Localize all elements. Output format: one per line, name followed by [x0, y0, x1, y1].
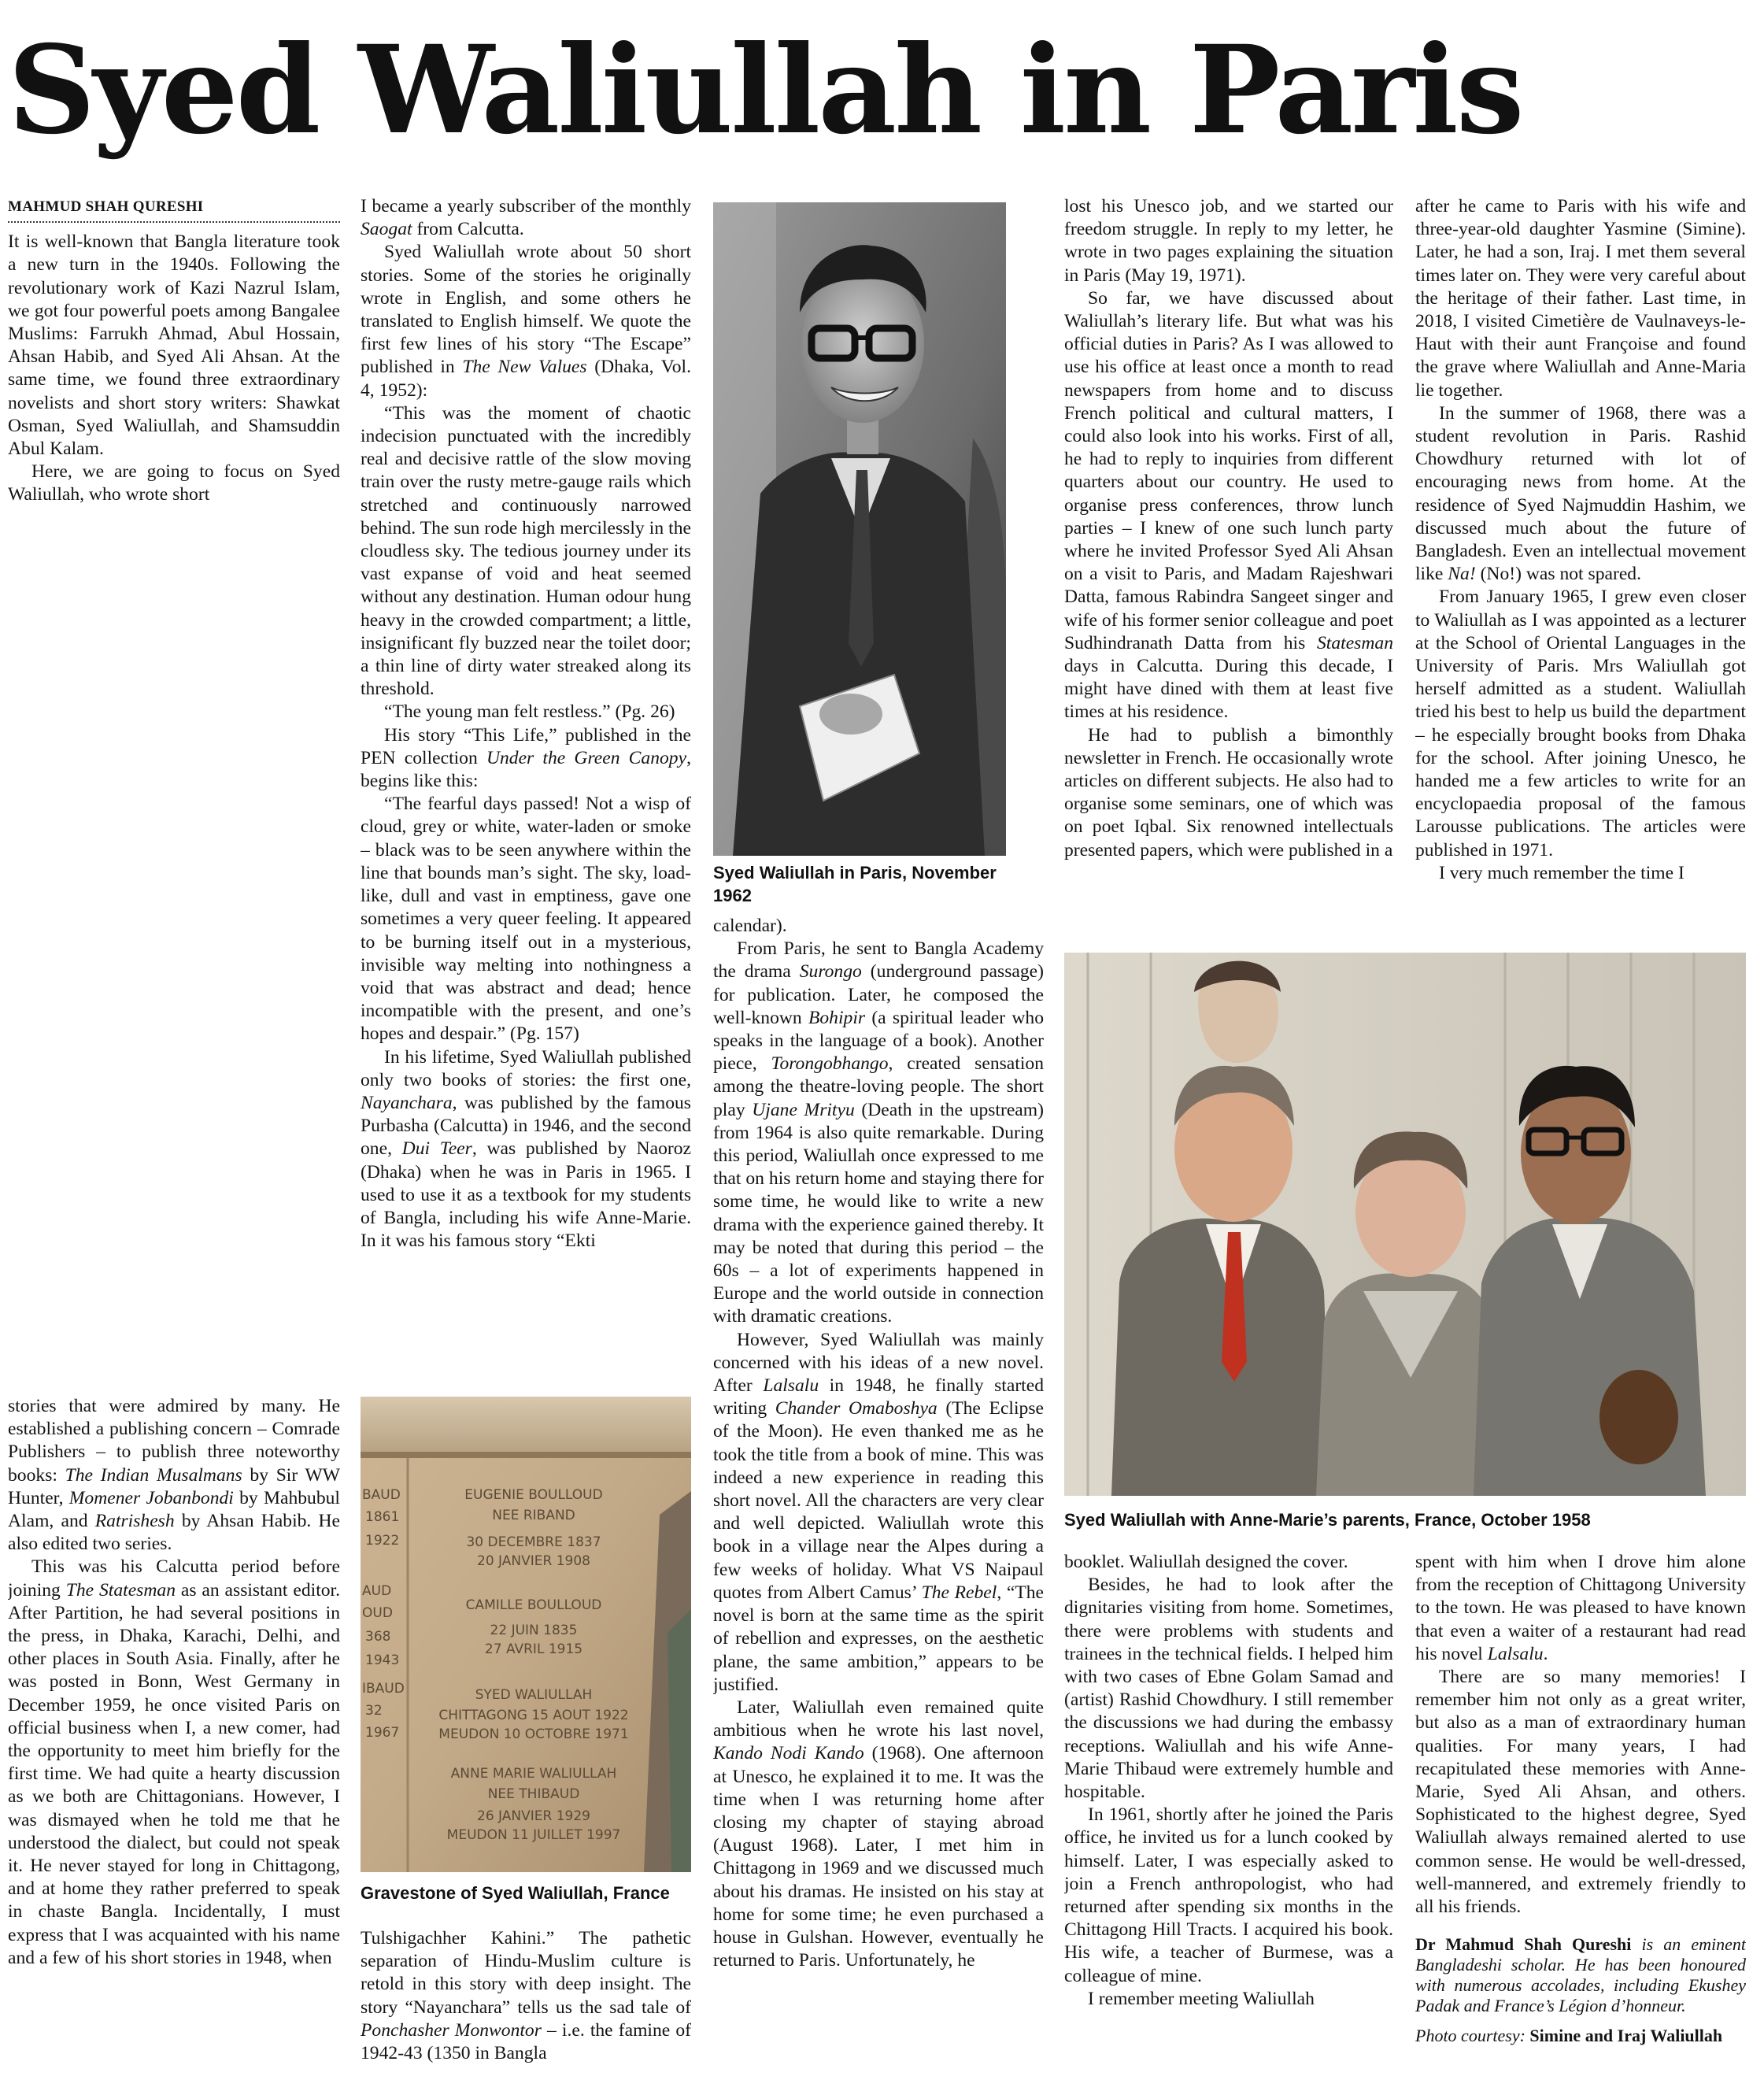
grave-line: 20 JANVIER 1908: [477, 1553, 590, 1569]
paragraph: lost his Unesco job, and we started our freedom struggle. In reply to my letter, he wrote in two pages explaining the situation in Paris (May 19, 1971).: [1064, 196, 1393, 286]
author-bio: Dr Mahmud Shah Qureshi is an eminent Bangladeshi scholar. He has been honoured with numerous accolades, including Ekushey Padak and France’s Légion d’honneur.: [1415, 1934, 1746, 2016]
portrait-caption: Syed Waliullah in Paris, November 1962: [713, 863, 997, 905]
paragraph: In his lifetime, Syed Waliullah published only two books of stories: the first one, Nayanchara, was published by the famous Purbasha (Calcutta) in 1946, and the second one, Dui Teer, was published by Naoroz (Dhaka) when he was in Paris in 1965. I used to use it as a textbook for my students of Bangla, including his wife Anne-Marie. In it was his famous story “Ekti: [361, 1046, 691, 1252]
group-photo: [1064, 953, 1746, 1496]
paragraph: So far, we have discussed about Waliullah’s literary life. But what was his official duties in Paris? As I was allowed to use his office at least once a month to read newspapers from home and to discuss French political and cultural matters, I could also look into his works. First of all, he had to reply to inquiries from different quarters about our country. He used to organise press conferences, throw lunch parties – I knew of one such lunch party where he invited Professor Syed Ali Ahsan on a visit to Paris, and Madam Rajeshwari Datta, famous Rabindra Sangeet singer and wife of his former senior colleague and poet Sudhindranath Datta from his Statesman days in Calcutta. During this decade, I might have dined with them at least five times at his residence.: [1064, 287, 1393, 723]
photo-credit: Photo courtesy: Simine and Iraj Waliullah: [1415, 2026, 1723, 2046]
grave-line: 1967: [365, 1725, 400, 1741]
paragraph: stories that were admired by many. He established a publishing concern – Comrade Publishers – to publish three noteworthy books: The Indian Musalmans by Sir WW Hunter, Momener Jobanbondi by Mahbubul Alam, and Ratrishesh by Ahsan Habib. He also edited two series.: [8, 1396, 340, 1555]
paragraph: I became a yearly subscriber of the monthly Saogat from Calcutta.: [361, 196, 691, 240]
quote: “The young man felt restless.” (Pg. 26): [384, 701, 675, 723]
grave-line: AUD: [362, 1583, 392, 1599]
group-caption: Syed Waliullah with Anne-Marie’s parents, France, October 1958: [1064, 1510, 1591, 1530]
grave-line: OUD: [362, 1605, 393, 1621]
grave-line: NEE THIBAUD: [487, 1786, 580, 1802]
paragraph: Here, we are going to focus on Syed Waliullah, who wrote short: [8, 461, 340, 505]
grave-line: 1943: [365, 1652, 400, 1668]
column-1-top: [8, 195, 340, 542]
paragraph: It is well-known that Bangla literature took a new turn in the 1940s. Following the revolutionary work of Kazi Nazrul Islam, we got four powerful poets among Bangalee Muslims: Farrukh Ahmad, Abul Hossain, Ahsan Habib, and Syed Ali Ahsan. At the same time, we found three extraordinary novelists and short story writers: Shawkat Osman, Syed Waliullah, and Shamsuddin Abul Kalam.: [8, 231, 340, 460]
grave-line: 368: [365, 1629, 391, 1645]
paragraph: From January 1965, I grew even closer to Waliullah as I was appointed as a lecturer at the School of Oriental Languages in the University of Paris. Mrs Waliullah got herself admitted as a student. Waliullah tried his best to help us build the department – he especially brought books from Dhaka for the school. After joining Unesco, he handed me a few articles to write for an encyclopaedia proposal of the famous Larousse publications. The articles were published in 1971.: [1415, 587, 1746, 860]
portrait-photo: [713, 202, 1006, 856]
grave-line: 27 AVRIL 1915: [484, 1641, 583, 1657]
grave-line: SYED WALIULLAH: [475, 1687, 593, 1703]
paragraph: This was his Calcutta period before joining The Statesman as an assistant editor. After Partition, he had several positions in the press, in Dhaka, Karachi, Delhi, and other places in South Asia. Finally, after he was posted in Bonn, West Germany in December 1959, he once visited Paris on official business when I, a new comer, had the opportunity to meet him briefly for the first time. We had quite a hearty discussion as we both are Chittagonians. However, I was dismayed when he told me that he understood the dialect, but could not speak it. He never stayed for long in Chittagong, and at home they rather preferred to speak in chaste Bangla. Incidentally, I must express that I was acquainted with his name and a few of his short stories in 1948, when: [8, 1556, 340, 1968]
paragraph: I very much remember the time I: [1439, 862, 1684, 883]
column-3-bottom: [713, 915, 1044, 2088]
grave-line: EUGENIE BOULLOUD: [464, 1487, 603, 1503]
paragraph: There are so many memories! I remember him not only as a great writer, but also as a man of extraordinary human qualities. For many years, I had recapitulated these memories with Anne-Marie, Syed Ali Ahsan, and others. Sophisticated to the highest degree, Syed Waliullah always remained alerted to use common sense. He would be well-dressed, well-mannered, and extremely friendly to all his friends.: [1415, 1667, 1746, 1918]
column-5-bottom: [1415, 1551, 1746, 2088]
grave-line: 1922: [365, 1533, 400, 1549]
paragraph: Tulshigachher Kahini.” The pathetic separation of Hindu-Muslim culture is retold in this story with deep insight. The story “Nayanchara” tells us the sad tale of Ponchasher Monwontor – i.e. the famine of 1942-43 (1350 in Bangla: [361, 1928, 691, 2064]
grave-line: ANNE MARIE WALIULLAH: [450, 1766, 617, 1782]
quote: “The fearful days passed! Not a wisp of cloud, grey or white, water-laden or smoke – black was to be seen anywhere within the line that bounds man’s sight. The sky, load-like, dull and vast in emptiness, gave one sometimes a very queer feeling. It appeared to be burning itself out in a mysterious, invisible way melting into nothingness a void that was abstract and dead; hence incompatible with the present, and one’s hopes and despair.” (Pg. 157): [361, 794, 691, 1045]
paragraph: In 1961, shortly after he joined the Paris office, he invited us for a lunch cooked by himself. Later, I was especially asked to join a French anthropologist, who had returned after spending six months in the Chittagong Hill Tracts. I acquired his book. His wife, a teacher of Burmese, was a colleague of mine.: [1064, 1804, 1393, 1986]
paragraph: From Paris, he sent to Bangla Academy the drama Surongo (underground passage) for publication. Later, he composed the well-known Bohipir (a spiritual leader who speaks in the language of a book). Another piece, Torongobhango, created sensation among the theatre-loving people. The short play Ujane Mrityu (Death in the upstream) from 1964 is also quite remarkable. During this period, Waliullah once expressed to me that on his return home and staying there for some time, he would like to write a new drama with the experience gained thereby. It may be noted that during this period – the 60s – a lot of experiments happened in Europe and the world outside in connection with dramatic creations.: [713, 938, 1044, 1327]
column-2-bottom: [361, 1927, 691, 2088]
column-1-bottom: [8, 1395, 340, 2088]
paragraph: Syed Waliullah wrote about 50 short stories. Some of the stories he originally wrote in English, and some others he translated to English himself. We quote the first few lines of his story “The Escape” published in The New Values (Dhaka, Vol. 4, 1952):: [361, 242, 691, 401]
gravestone-photo: [361, 1397, 691, 1872]
paragraph: However, Syed Waliullah was mainly concerned with his ideas of a new novel. After Lalsalu in 1948, he finally started writing Chander Omaboshya (The Eclipse of the Moon). He even thanked me as he took the title from a book of mine. This was indeed a new experience in reading this short novel. All the characters are very clear and well depicted. Waliullah wrote this book in a village near the Alpes during a few weeks of holiday. What VS Naipaul quotes from Albert Camus’ The Rebel, “The novel is born at the same time as the spirit of rebellion and expresses, on the aesthetic plane, the same ambition,” appears to be justified.: [713, 1329, 1044, 1695]
paragraph: after he came to Paris with his wife and three-year-old daughter Yasmine (Simine). Later, he had a son, Iraj. I met them several times later on. They were very careful about the heritage of their father. Last time, in 2018, I visited Cimetière de Vaulnaveys-le-Haut with their aunt Françoise and found the grave where Waliullah and Anne-Maria lie together.: [1415, 196, 1746, 401]
grave-line: 30 DECEMBRE 1837: [466, 1534, 601, 1550]
grave-line: CAMILLE BOULLOUD: [465, 1597, 602, 1613]
grave-line: MEUDON 10 OCTOBRE 1971: [438, 1726, 629, 1742]
grave-line: 1861: [365, 1509, 400, 1525]
gravestone-caption: Gravestone of Syed Waliullah, France: [361, 1883, 670, 1903]
paragraph: spent with him when I drove him alone from the reception of Chittagong University to the town. He was pleased to have known that even a waiter of a restaurant had read his novel Lalsalu.: [1415, 1552, 1746, 1664]
grave-line: MEUDON 11 JUILLET 1997: [446, 1827, 621, 1843]
grave-line: 32: [365, 1703, 383, 1719]
grave-line: 26 JANVIER 1929: [477, 1808, 590, 1824]
headline: Syed Waliullah in Paris: [8, 19, 1522, 161]
column-2-top: [361, 195, 691, 1367]
paragraph: In the summer of 1968, there was a student revolution in Paris. Rashid Chowdhury returned with lot of encouraging news from home. At the residence of Syed Najmuddin Hashim, we discussed much about the future of Bangladesh. Even an intellectual movement like Na! (No!) was not spared.: [1415, 402, 1746, 585]
column-5-top: [1415, 195, 1746, 921]
byline: MAHMUD SHAH QURESHI: [8, 195, 340, 223]
paragraph: Later, Waliullah even remained quite ambitious when he wrote his last novel, Kando Nodi Kando (1968). One afternoon at Unesco, he explained it to me. It was the time when I was returning home after closing my chapter of staying abroad (August 1968). Later, I met him in Chittagong in 1969 and we discussed much about his dramas. He insisted on his stay at home for some time; he even purchased a house in Gulshan. However, eventually he returned to Paris. Unfortunately, he: [713, 1697, 1044, 1971]
grave-line: CHITTAGONG 15 AOUT 1922: [438, 1708, 629, 1723]
grave-line: IBAUD: [362, 1681, 405, 1697]
grave-line: 22 JUIN 1835: [490, 1623, 578, 1638]
paragraph: He had to publish a bimonthly newsletter in French. He occasionally wrote articles on different subjects. He also had to organise some seminars, one of which was on poet Iqbal. Six renowned intellectuals presented papers, which were published in a: [1064, 724, 1393, 860]
paragraph: calendar).: [713, 916, 787, 936]
grave-line: NEE RIBAND: [492, 1508, 575, 1523]
paragraph: booklet. Waliullah designed the cover.: [1064, 1552, 1348, 1572]
grave-line: BAUD: [362, 1487, 401, 1503]
column-4-bottom: [1064, 1551, 1393, 2088]
paragraph: I remember meeting Waliullah: [1088, 1988, 1315, 2009]
paragraph: His story “This Life,” published in the PEN collection Under the Green Canopy, begins like this:: [361, 724, 691, 792]
paragraph: Besides, he had to look after the dignitaries visiting from home. Sometimes, there were problems with students and trainees in the technical fields. I helped him with two cases of Ebne Golam Samad and (artist) Rashid Chowdhury. I still remember the discussions we had during the embassy receptions. Waliullah and his wife Anne-Marie Thibaud were extremely humble and hospitable.: [1064, 1575, 1393, 1803]
column-4-top: [1064, 195, 1393, 921]
quote: “This was the moment of chaotic indecision punctuated with the incredibly real and decisive rattle of the slow moving train over the rusty metre-gauge rails which stretched and continuously narrowed behind. The sun rode high mercilessly in the cloudless sky. The tedious journey under its vast expanse of void and heat seemed without any destination. Human odour hung heavy in the crowded compartment; a little, insignificant fly buzzed near the toilet door; a thin line of dirty water streaked along its threshold.: [361, 402, 691, 700]
